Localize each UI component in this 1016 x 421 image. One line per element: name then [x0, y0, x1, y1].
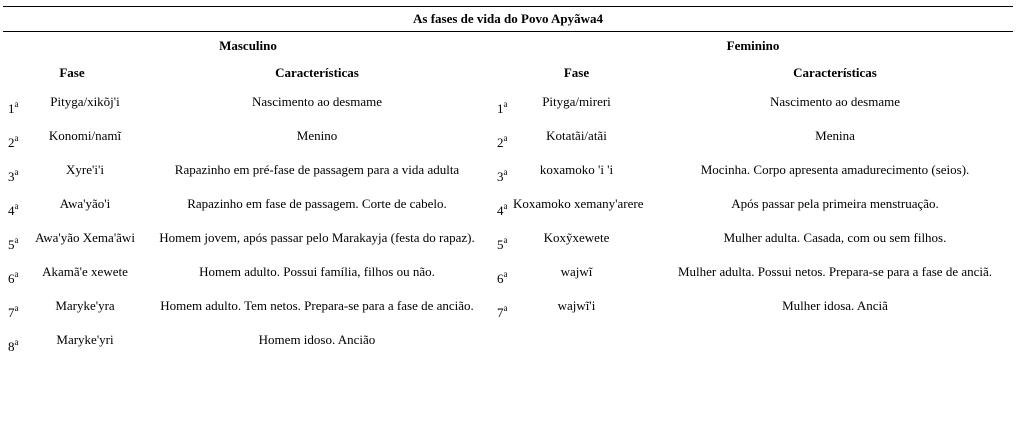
feminino-caracteristicas-header: Características	[793, 65, 877, 80]
phase-name: Xyre'i'i	[66, 162, 104, 177]
phase-number	[8, 230, 19, 255]
phase-characteristics: Homem adulto. Possui família, filhos ou não.	[199, 264, 435, 279]
ordinal-indicator: a	[14, 235, 19, 245]
ordinal-indicator: a	[14, 303, 19, 313]
ordinal-indicator: a	[503, 235, 508, 245]
phase-characteristics: Menina	[815, 128, 855, 143]
masculino-table-row	[8, 92, 488, 116]
phase-name: Awa'yão Xema'ãwi	[35, 230, 135, 245]
masculino-caracteristicas-header: Características	[275, 65, 359, 80]
ordinal-indicator: a	[503, 201, 508, 211]
phase-number-value: 5	[8, 237, 15, 252]
phase-characteristics: Mulher adulta. Possui netos. Prepara-se para a fase de anciã.	[677, 264, 993, 279]
phase-number-value: 7	[8, 305, 15, 320]
phase-characteristics: Mocinha. Corpo apresenta amadurecimento (seios).	[700, 162, 970, 177]
masculino-heading: Masculino	[219, 38, 277, 53]
phase-name: wajwĩ'i	[557, 298, 596, 313]
phase-characteristics: Nascimento ao desmame	[252, 94, 382, 109]
feminino-table-row	[497, 296, 1014, 320]
ordinal-indicator: a	[14, 269, 19, 279]
phase-number	[497, 196, 508, 221]
phase-number-value: 5	[497, 237, 504, 252]
phase-number	[497, 128, 508, 153]
phase-number-value: 2	[8, 135, 15, 150]
phase-name: Koxamoko xemany'arere	[513, 196, 644, 211]
phase-number-value: 1	[497, 101, 504, 116]
phase-characteristics: Rapazinho em pré-fase de passagem para a vida adulta	[174, 162, 460, 177]
phase-characteristics: Mulher adulta. Casada, com ou sem filhos.	[723, 230, 947, 245]
masculino-table-row	[8, 126, 488, 150]
phase-name: Awa'yão'i	[59, 196, 111, 211]
feminino-table-row	[497, 228, 1014, 252]
masculino-fase-header: Fase	[59, 65, 85, 80]
feminino-table-row	[497, 92, 1014, 116]
phase-name: Maryke'yri	[56, 332, 114, 347]
feminino-table-row	[497, 126, 1014, 150]
phase-number-value: 7	[497, 305, 504, 320]
phase-characteristics: Homem adulto. Tem netos. Prepara-se para a fase de ancião.	[160, 298, 474, 313]
phase-number-value: 4	[497, 203, 504, 218]
ordinal-indicator: a	[503, 99, 508, 109]
ordinal-indicator: a	[14, 133, 19, 143]
phase-characteristics: Mulher idosa. Anciã	[782, 298, 888, 313]
phase-number	[8, 264, 19, 289]
masculino-table-row	[8, 330, 488, 354]
phase-number	[497, 94, 508, 119]
phase-number-value: 3	[497, 169, 504, 184]
phase-characteristics: Nascimento ao desmame	[770, 94, 900, 109]
phase-name: Pityga/xikõj'i	[50, 94, 120, 109]
phase-name: Akamã'e xewete	[42, 264, 128, 279]
phase-name: koxamoko 'i 'i	[539, 162, 614, 177]
feminino-table-row	[497, 160, 1014, 184]
ordinal-indicator: a	[503, 133, 508, 143]
phase-name: Koxỹxewete	[543, 230, 610, 245]
masculino-table-row	[8, 262, 488, 286]
masculino-table-row	[8, 228, 488, 252]
feminino-table-row	[497, 194, 1014, 218]
table-title: As fases de vida do Povo Apyãwa4	[3, 6, 1013, 32]
phase-number	[8, 128, 19, 153]
masculino-table-row	[8, 194, 488, 218]
feminino-fase-header: Fase	[563, 65, 590, 80]
ordinal-indicator: a	[503, 167, 508, 177]
phase-name: wajwĩ	[560, 264, 593, 279]
phase-number-value: 1	[8, 101, 15, 116]
masculino-table-row	[8, 296, 488, 320]
phase-number	[8, 162, 19, 187]
phase-number	[497, 230, 508, 255]
phase-characteristics: Após passar pela primeira menstruação.	[731, 196, 939, 211]
phase-characteristics: Menino	[296, 128, 338, 143]
phase-characteristics: Homem idoso. Ancião	[258, 332, 376, 347]
phase-number	[8, 196, 19, 221]
ordinal-indicator: a	[503, 303, 508, 313]
phase-number-value: 6	[8, 271, 15, 286]
phase-number	[497, 162, 508, 187]
phase-number	[497, 298, 508, 323]
phase-number-value: 6	[497, 271, 504, 286]
phase-number	[8, 332, 19, 357]
phase-characteristics: Homem jovem, após passar pelo Marakayja (festa do rapaz).	[159, 230, 475, 245]
masculino-table-row	[8, 160, 488, 184]
ordinal-indicator: a	[14, 99, 19, 109]
phase-number-value: 2	[497, 135, 504, 150]
ordinal-indicator: a	[14, 337, 19, 347]
phase-number-value: 8	[8, 339, 15, 354]
ordinal-indicator: a	[14, 167, 19, 177]
ordinal-indicator: a	[14, 201, 19, 211]
phase-name: Konomi/namĩ	[48, 128, 122, 143]
phase-name: Maryke'yra	[55, 298, 115, 313]
phase-number-value: 4	[8, 203, 15, 218]
ordinal-indicator: a	[503, 269, 508, 279]
phase-number	[8, 94, 19, 119]
phase-number	[8, 298, 19, 323]
phase-characteristics: Rapazinho em fase de passagem. Corte de cabelo.	[187, 196, 447, 211]
feminino-table-row	[497, 262, 1014, 286]
phase-name: Pityga/mireri	[542, 94, 611, 109]
phase-name: Kotatãi/atãi	[546, 128, 607, 143]
phase-number-value: 3	[8, 169, 15, 184]
feminino-heading: Feminino	[726, 38, 780, 53]
phase-number	[497, 264, 508, 289]
